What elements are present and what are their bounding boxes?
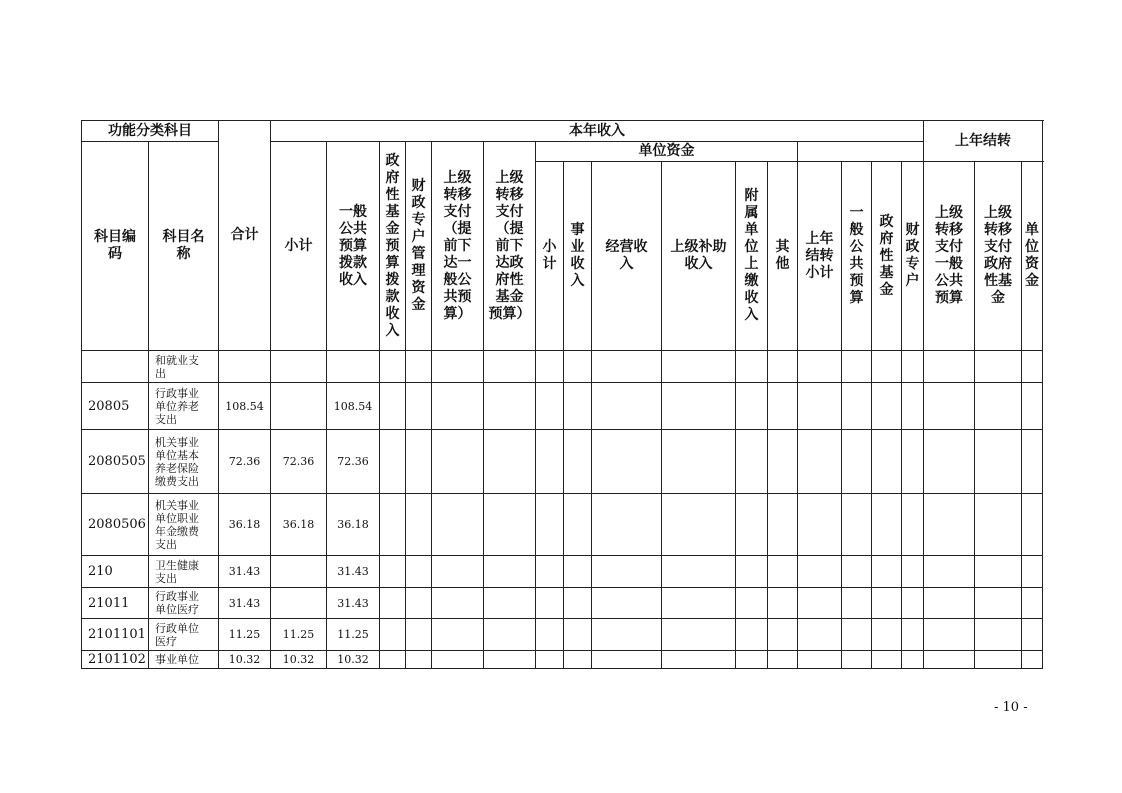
empty-cell [592, 383, 662, 430]
row-subject-name: 机关事业 单位职业 年金缴费 支出 [149, 494, 219, 556]
row-subject-code: 2101102 [82, 651, 149, 669]
row-subtotal [271, 383, 327, 430]
row-subtotal: 10.32 [271, 651, 327, 669]
header-fiscal-special-funds: 财 政 专 户 管 理 资 金 [406, 142, 432, 351]
empty-cell [484, 351, 536, 383]
empty-cell [432, 351, 484, 383]
empty-cell [564, 651, 592, 669]
header-current-year-income: 本年收入 [271, 121, 924, 142]
empty-cell [406, 494, 432, 556]
empty-cell [1022, 556, 1043, 588]
row-total: 10.32 [219, 651, 271, 669]
row-subject-code: 2101101 [82, 619, 149, 651]
row-subject-name: 事业单位 [149, 651, 219, 669]
empty-cell [924, 383, 975, 430]
empty-cell [798, 351, 842, 383]
row-subject-name: 和就业支 出 [149, 351, 219, 383]
empty-cell [662, 430, 736, 494]
empty-cell [975, 383, 1022, 430]
header-subtotal: 小计 [271, 142, 327, 351]
header-unit-subtotal: 小 计 [536, 162, 564, 351]
row-subject-code: 2080506 [82, 494, 149, 556]
empty-cell [768, 651, 798, 669]
table-row [82, 556, 1043, 588]
empty-cell [798, 383, 842, 430]
empty-cell [872, 556, 902, 588]
empty-cell [975, 588, 1022, 619]
row-general-budget [327, 351, 380, 383]
empty-cell [536, 588, 564, 619]
empty-cell [872, 351, 902, 383]
empty-cell [924, 651, 975, 669]
header-operating-income: 经营收 入 [592, 162, 662, 351]
empty-cell [662, 651, 736, 669]
header-business-income: 事 业 收 入 [564, 162, 592, 351]
page-number: - 10 - [994, 700, 1028, 715]
row-subject-name: 行政事业 单位养老 支出 [149, 383, 219, 430]
row-total: 108.54 [219, 383, 271, 430]
empty-cell [662, 383, 736, 430]
row-general-budget: 36.18 [327, 494, 380, 556]
empty-cell [1022, 430, 1043, 494]
empty-cell [1022, 494, 1043, 556]
empty-cell [536, 383, 564, 430]
empty-cell [1022, 651, 1043, 669]
empty-cell [842, 588, 872, 619]
empty-cell [484, 383, 536, 430]
empty-cell [768, 494, 798, 556]
empty-cell [902, 619, 924, 651]
row-subtotal [271, 556, 327, 588]
empty-cell [924, 430, 975, 494]
empty-cell [842, 556, 872, 588]
empty-cell [662, 619, 736, 651]
empty-cell [842, 351, 872, 383]
empty-cell [432, 430, 484, 494]
empty-cell [798, 619, 842, 651]
row-total: 31.43 [219, 588, 271, 619]
budget-table [81, 120, 1043, 669]
row-subtotal: 11.25 [271, 619, 327, 651]
empty-cell [432, 651, 484, 669]
empty-cell [902, 588, 924, 619]
empty-cell [798, 651, 842, 669]
header-carryover-subtotal: 上年 结转 小计 [798, 162, 842, 351]
header-affiliated-unit-income: 附 属 单 位 上 缴 收 入 [736, 162, 768, 351]
empty-cell [564, 383, 592, 430]
empty-cell [975, 651, 1022, 669]
empty-cell [380, 588, 406, 619]
empty-cell [924, 619, 975, 651]
header-unit-funds: 单位资金 [536, 142, 798, 162]
row-general-budget: 11.25 [327, 619, 380, 651]
empty-cell [484, 430, 536, 494]
empty-cell [736, 556, 768, 588]
empty-cell [768, 588, 798, 619]
row-subject-code: 210 [82, 556, 149, 588]
empty-cell [768, 619, 798, 651]
empty-cell [842, 619, 872, 651]
row-subtotal: 36.18 [271, 494, 327, 556]
empty-cell [842, 494, 872, 556]
row-subtotal [271, 351, 327, 383]
empty-cell [536, 556, 564, 588]
empty-cell [432, 588, 484, 619]
row-general-budget: 31.43 [327, 588, 380, 619]
empty-cell [406, 651, 432, 669]
row-subject-code: 20805 [82, 383, 149, 430]
header-transfer-general: 上级 转移 支付 （提 前下 达一 般公 共预 算） [432, 142, 484, 351]
empty-cell [1022, 351, 1043, 383]
empty-cell [1022, 383, 1043, 430]
table-row [82, 430, 1043, 494]
empty-cell [380, 430, 406, 494]
row-general-budget: 10.32 [327, 651, 380, 669]
header-other: 其 他 [768, 162, 798, 351]
empty-cell [736, 351, 768, 383]
empty-cell [432, 556, 484, 588]
empty-cell [798, 556, 842, 588]
empty-cell [662, 556, 736, 588]
table-row [82, 351, 1043, 383]
empty-cell [380, 383, 406, 430]
empty-cell [592, 651, 662, 669]
empty-cell [975, 351, 1022, 383]
header-carryover-transfer-general: 上级 转移 支付 一般 公共 预算 [924, 162, 975, 351]
table-row [82, 619, 1043, 651]
empty-cell [736, 494, 768, 556]
header-subject-name: 科目名 称 [149, 142, 219, 351]
empty-cell [484, 651, 536, 669]
empty-cell [406, 556, 432, 588]
empty-cell [736, 430, 768, 494]
table-row [82, 651, 1043, 669]
header-superior-subsidy-income: 上级补助 收入 [662, 162, 736, 351]
empty-cell [592, 588, 662, 619]
empty-cell [736, 383, 768, 430]
row-total: 72.36 [219, 430, 271, 494]
row-subject-name: 卫生健康 支出 [149, 556, 219, 588]
empty-cell [592, 556, 662, 588]
header-subject-code: 科目编 码 [82, 142, 149, 351]
row-subtotal: 72.36 [271, 430, 327, 494]
empty-cell [736, 651, 768, 669]
empty-cell [924, 588, 975, 619]
empty-cell [564, 556, 592, 588]
empty-cell [380, 651, 406, 669]
empty-cell [872, 588, 902, 619]
empty-cell [842, 430, 872, 494]
empty-cell [798, 494, 842, 556]
empty-cell [975, 494, 1022, 556]
empty-cell [924, 556, 975, 588]
row-total: 36.18 [219, 494, 271, 556]
empty-cell [592, 430, 662, 494]
header-carryover-general-budget: 一 般 公 共 预 算 [842, 162, 872, 351]
empty-cell [924, 351, 975, 383]
empty-cell [975, 430, 1022, 494]
empty-cell [872, 383, 902, 430]
header-total: 合计 [219, 121, 271, 351]
empty-cell [564, 430, 592, 494]
empty-cell [564, 351, 592, 383]
empty-cell [902, 383, 924, 430]
empty-cell [564, 588, 592, 619]
header-transfer-gov-fund: 上级 转移 支付 （提 前下 达政 府性 基金 预算） [484, 142, 536, 351]
empty-cell [406, 383, 432, 430]
empty-cell [924, 494, 975, 556]
empty-cell [406, 619, 432, 651]
empty-cell [662, 494, 736, 556]
row-subject-code: 2080505 [82, 430, 149, 494]
empty-cell [406, 588, 432, 619]
row-total [219, 351, 271, 383]
header-carryover-fiscal-special: 财 政 专 户 [902, 162, 924, 351]
empty-cell [975, 619, 1022, 651]
row-total: 11.25 [219, 619, 271, 651]
empty-cell [902, 430, 924, 494]
empty-cell [484, 556, 536, 588]
empty-cell [842, 651, 872, 669]
empty-cell [768, 430, 798, 494]
empty-cell [406, 351, 432, 383]
empty-cell [380, 494, 406, 556]
header-gov-fund-budget-income: 政 府 性 基 金 预 算 拨 款 收 入 [380, 142, 406, 351]
empty-cell [902, 494, 924, 556]
empty-cell [768, 556, 798, 588]
row-subtotal [271, 588, 327, 619]
empty-cell [768, 351, 798, 383]
empty-cell [380, 619, 406, 651]
row-subject-code [82, 351, 149, 383]
empty-cell [902, 351, 924, 383]
header-func-class: 功能分类科目 [82, 121, 219, 142]
header-prior-year-carryover: 上年结转 [924, 121, 1043, 162]
empty-cell [798, 588, 842, 619]
empty-cell [432, 619, 484, 651]
empty-cell [798, 430, 842, 494]
row-subject-name: 行政单位 医疗 [149, 619, 219, 651]
empty-cell [564, 494, 592, 556]
empty-cell [872, 651, 902, 669]
empty-cell [872, 494, 902, 556]
row-general-budget: 31.43 [327, 556, 380, 588]
empty-cell [1022, 619, 1043, 651]
row-total: 31.43 [219, 556, 271, 588]
empty-cell [432, 383, 484, 430]
row-general-budget: 108.54 [327, 383, 380, 430]
empty-cell [592, 494, 662, 556]
empty-cell [536, 651, 564, 669]
empty-cell [902, 556, 924, 588]
empty-cell [592, 619, 662, 651]
empty-cell [736, 619, 768, 651]
empty-cell [536, 430, 564, 494]
empty-cell [842, 383, 872, 430]
empty-cell [768, 383, 798, 430]
empty-cell [902, 651, 924, 669]
empty-cell [564, 619, 592, 651]
empty-cell [975, 556, 1022, 588]
table-row [82, 383, 1043, 430]
empty-cell [536, 351, 564, 383]
empty-cell [662, 351, 736, 383]
row-general-budget: 72.36 [327, 430, 380, 494]
row-subject-name: 机关事业 单位基本 养老保险 缴费支出 [149, 430, 219, 494]
row-subject-code: 21011 [82, 588, 149, 619]
empty-cell [736, 588, 768, 619]
table-row [82, 494, 1043, 556]
empty-cell [484, 588, 536, 619]
empty-cell [484, 494, 536, 556]
empty-cell [380, 556, 406, 588]
table-row [82, 588, 1043, 619]
empty-cell [380, 351, 406, 383]
empty-cell [536, 619, 564, 651]
empty-cell [406, 430, 432, 494]
empty-cell [1022, 588, 1043, 619]
empty-cell [432, 494, 484, 556]
empty-cell [872, 430, 902, 494]
row-subject-name: 行政事业 单位医疗 [149, 588, 219, 619]
header-carryover-unit-funds: 单 位 资 金 [1022, 162, 1043, 351]
header-carryover-gov-fund: 政 府 性 基 金 [872, 162, 902, 351]
empty-cell [872, 619, 902, 651]
empty-cell [662, 588, 736, 619]
header-general-budget-income: 一般 公共 预算 拨款 收入 [327, 142, 380, 351]
empty-cell [536, 494, 564, 556]
empty-cell [592, 351, 662, 383]
empty-cell [484, 619, 536, 651]
header-carryover-transfer-gov-fund: 上级 转移 支付 政府 性基 金 [975, 162, 1022, 351]
